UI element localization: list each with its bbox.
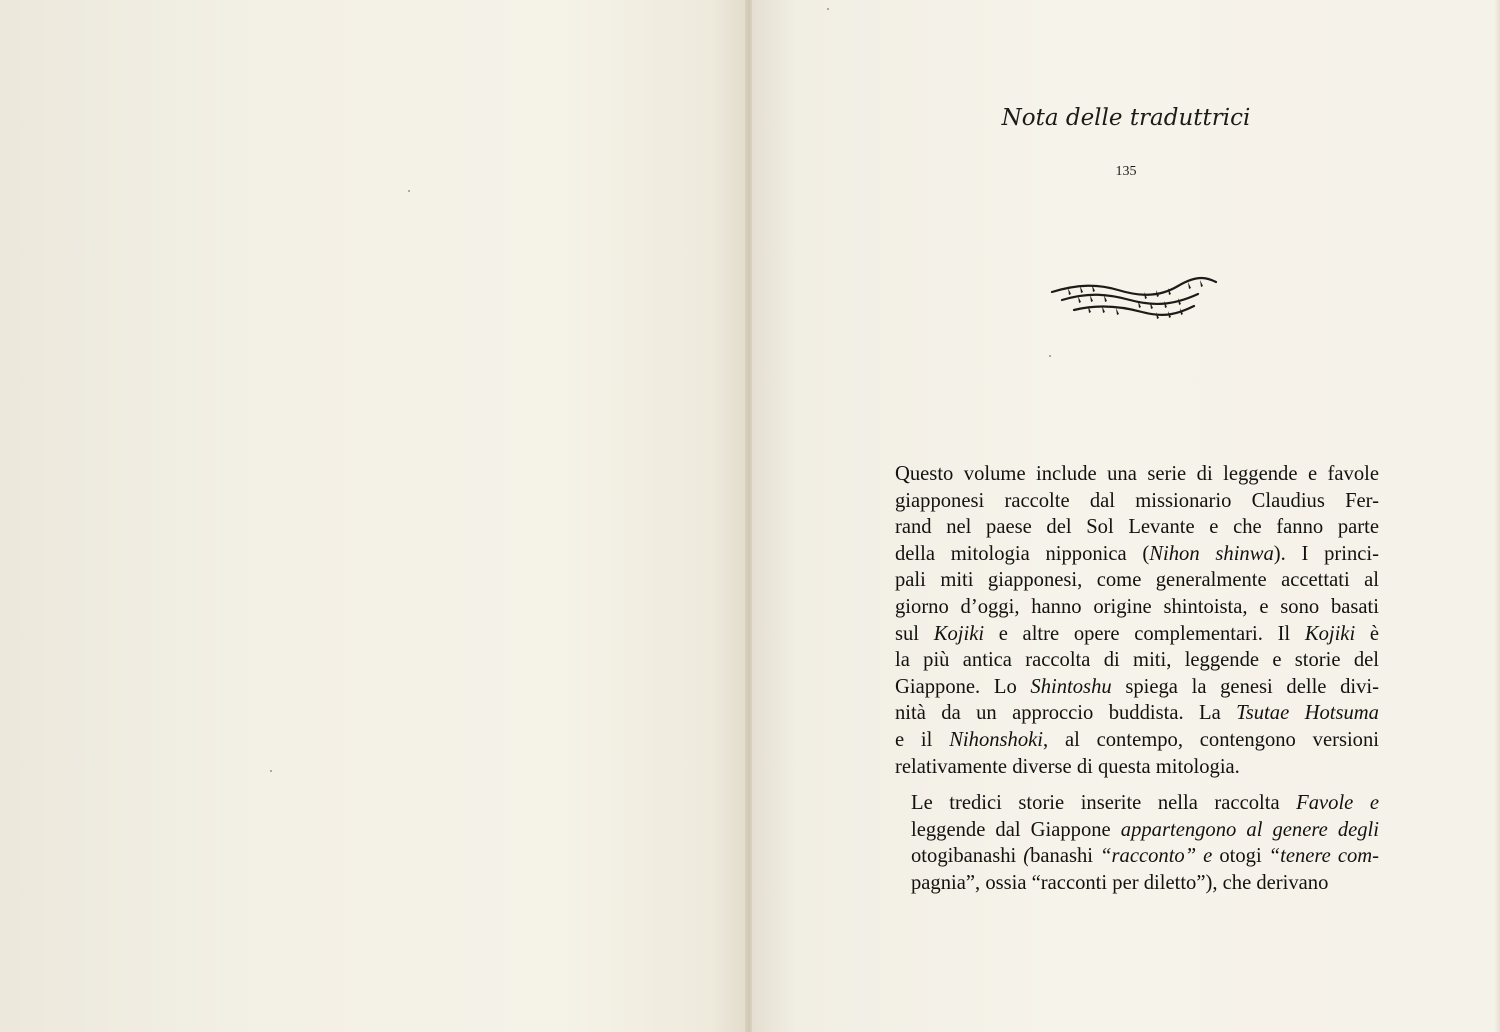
text-run: è	[1355, 622, 1379, 645]
body-text	[895, 461, 1379, 897]
italic-term: appartengono al genere degli	[1110, 818, 1379, 841]
paper-speck	[270, 770, 272, 772]
text-run: la più antica raccolta di miti, leggende e storie del	[895, 649, 1379, 672]
text-line	[895, 488, 1379, 515]
text-line	[895, 790, 1379, 817]
chapter-title: Nota delle traduttrici	[1001, 105, 1251, 131]
paragraph	[895, 461, 1379, 780]
paper-speck	[408, 190, 410, 192]
text-line	[895, 870, 1379, 897]
text-line	[895, 817, 1379, 844]
text-run: otogibanashi	[911, 845, 1017, 868]
wave-ornament-icon	[1048, 270, 1220, 330]
left-page-blank	[0, 0, 748, 1032]
italic-term: Kojiki	[933, 622, 985, 645]
italic-term: Kojiki	[1304, 622, 1356, 645]
text-line	[895, 514, 1379, 541]
text-run: sul	[895, 622, 934, 645]
text-run: leggende dal Giappone	[911, 818, 1111, 841]
text-run: banashi	[1030, 845, 1094, 868]
text-line	[895, 541, 1379, 568]
text-run: relativamente diverse di questa mitologia.	[895, 755, 1240, 778]
italic-term: Tsutae Hotsuma	[1236, 702, 1379, 725]
text-line	[895, 727, 1379, 754]
text-line	[895, 700, 1379, 727]
text-run: Le tredici storie inserite nella raccolta	[911, 792, 1297, 815]
text-line	[895, 567, 1379, 594]
italic-term: Nihon shinwa	[1149, 542, 1274, 565]
text-run: , al contempo, contengono versioni	[1043, 728, 1379, 751]
text-run: e il	[895, 728, 950, 751]
paper-speck	[827, 8, 829, 10]
text-run: della mitologia nipponica (	[895, 542, 1150, 565]
paper-speck	[1049, 355, 1051, 357]
page-number: 135	[1115, 164, 1137, 179]
text-run: giapponesi raccolte dal missionario Claudius Fer-	[895, 489, 1379, 512]
text-run: Giappone. Lo	[895, 675, 1031, 698]
italic-term: Shintoshu	[1030, 675, 1112, 698]
italic-term: (	[1016, 845, 1031, 868]
text-run: e altre opere complementari. Il	[984, 622, 1305, 645]
text-line	[895, 621, 1379, 648]
italic-term: “tenere com-	[1261, 845, 1379, 868]
text-run: rand nel paese del Sol Levante e che fanno parte	[895, 516, 1379, 539]
text-run: giorno d’oggi, hanno origine shintoista, e sono basati	[895, 595, 1379, 618]
paragraph	[895, 790, 1379, 896]
text-line	[895, 674, 1379, 701]
text-run: ). I princi-	[1273, 542, 1380, 565]
text-run: otogi	[1219, 845, 1262, 868]
right-page	[752, 0, 1500, 1032]
text-line	[895, 461, 1379, 488]
text-run: spiega la genesi delle divi-	[1111, 675, 1379, 698]
text-run: pali miti giapponesi, come generalmente accettati al	[895, 569, 1379, 592]
text-line	[895, 754, 1379, 781]
italic-term: Favole e	[1296, 792, 1380, 815]
text-line	[895, 594, 1379, 621]
text-run: Questo volume include una serie di leggende e favole	[895, 463, 1379, 485]
italic-term: Nihonshoki	[949, 728, 1044, 751]
text-run: pagnia”, ossia “racconti per diletto”), che derivano	[911, 871, 1329, 894]
text-line	[895, 843, 1379, 870]
text-run: nità da un approccio buddista. La	[895, 702, 1237, 725]
italic-term: “racconto” e	[1093, 845, 1220, 868]
text-line	[895, 647, 1379, 674]
page-edge	[1494, 0, 1500, 1032]
